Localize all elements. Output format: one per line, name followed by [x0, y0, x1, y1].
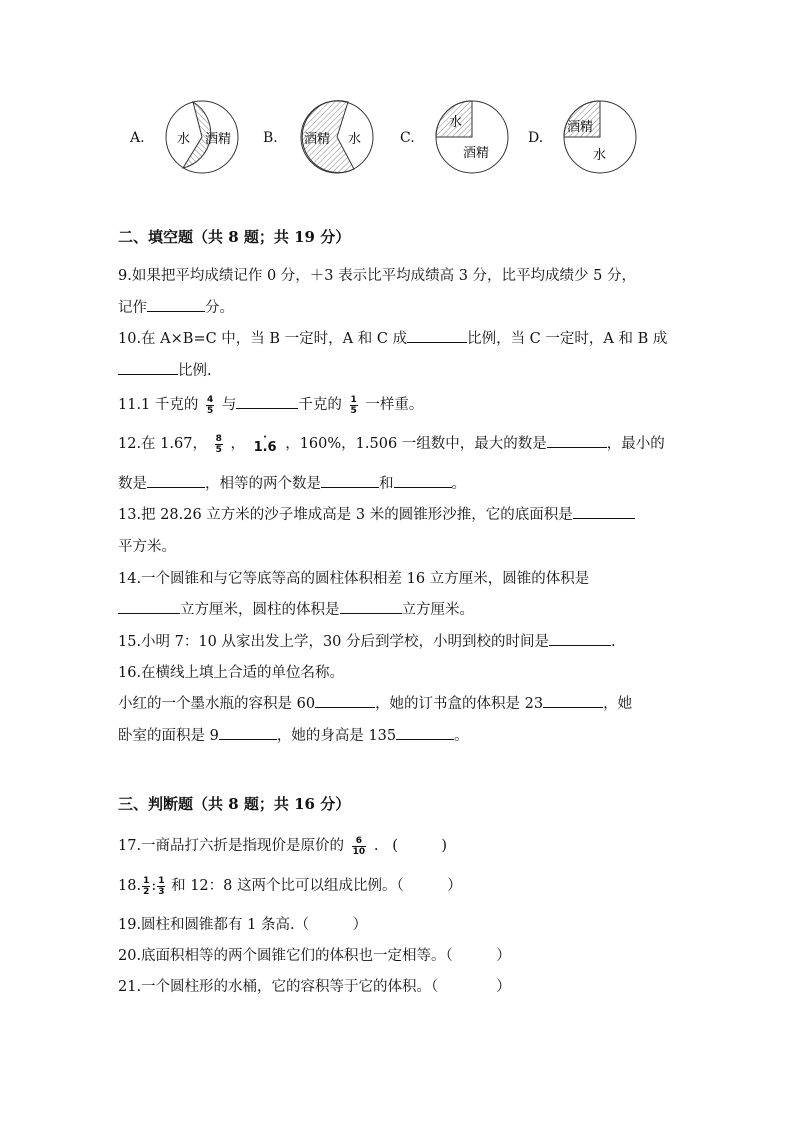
question-16-line-3: 卧室的面积是 9 ，她的身高是 135 。 — [118, 724, 469, 745]
option-c-letter: C. — [400, 130, 415, 146]
option-d-label-2: 水 — [593, 148, 607, 163]
option-a-pie — [163, 99, 241, 175]
question-20: 20.底面积相等的两个圆锥它们的体积也一定相等。（ ） — [118, 948, 511, 964]
fraction: $\frac{4}{5}$ — [207, 394, 214, 416]
question-12-line-2: 数是 ，相等的两个数是 和 。 — [118, 472, 466, 493]
option-a-label-1: 水 — [177, 132, 191, 147]
answer-blank[interactable] — [315, 693, 375, 708]
question-19: 19.圆柱和圆锥都有 1 条高.（ ） — [118, 917, 368, 933]
option-b-letter: B. — [263, 130, 278, 146]
question-18: 18. $\frac{1}{2}$ : $\frac{1}{3}$ 和 12：8 这两个比可以组成比例。（ ） — [118, 875, 462, 897]
question-11: 11.1 千克的 $\frac{4}{5}$ 与 千克的 $\frac{1}{5}$ 一样重。 — [118, 394, 424, 416]
fraction: $\frac{6}{10}$ — [352, 835, 366, 857]
question-13-line-2: 平方米。 — [118, 539, 176, 555]
answer-blank[interactable] — [573, 504, 635, 519]
option-c-pie — [433, 99, 511, 175]
option-d-letter: D. — [528, 130, 544, 146]
answer-blank[interactable] — [549, 631, 611, 646]
question-9-line-1: 9.如果把平均成绩记作 0 分，＋3 表示比平均成绩高 3 分，比平均成绩少 5 分， — [118, 268, 636, 284]
answer-blank[interactable] — [147, 473, 205, 488]
answer-blank[interactable] — [321, 473, 379, 488]
option-b-label-2: 水 — [348, 132, 362, 147]
option-row — [0, 96, 794, 176]
answer-parentheses[interactable]: ( ) — [392, 838, 448, 854]
fraction: $\frac{1}{2}$ — [143, 875, 150, 897]
answer-blank[interactable] — [118, 360, 178, 375]
option-d-label-1: 酒精 — [567, 120, 594, 135]
answer-blank[interactable] — [547, 433, 607, 448]
question-16-line-2: 小红的一个墨水瓶的容积是 60 ，她的订书盒的体积是 23 ，她 — [118, 692, 632, 713]
option-b-label-1: 酒精 — [304, 132, 331, 147]
question-17: 17.一商品打六折是指现价是原价的 $\frac{6}{10}$ . ( ) — [118, 835, 448, 857]
question-15: 15.小明 7：10 从家出发上学，30 分后到学校，小明到校的时间是 . — [118, 630, 616, 651]
question-13-line-1: 13.把 28.26 立方米的沙子堆成高是 3 米的圆锥形沙推，它的底面积是 — [118, 503, 635, 524]
question-12-line-1: 12.在 1.67， $\frac{8}{5}$ ， · 1.6 ，160%，1.506 一组数中，最大的数是 ，最小的 — [118, 432, 665, 455]
fraction: $\frac{8}{5}$ — [215, 433, 222, 455]
answer-blank[interactable] — [407, 328, 467, 343]
fraction: $\frac{1}{5}$ — [350, 394, 357, 416]
question-10-line-1: 10.在 A×B=C 中，当 B 一定时，A 和 C 成 比例，当 C 一定时，A 和 B 成 — [118, 327, 667, 348]
option-c-label-2: 酒精 — [463, 146, 490, 161]
repeating-decimal: · 1.6 — [253, 432, 277, 455]
answer-blank[interactable] — [543, 693, 603, 708]
answer-blank[interactable] — [118, 599, 180, 614]
section-2-title: 二、填空题（共 8 题；共 19 分） — [118, 228, 351, 246]
option-d-pie — [561, 99, 639, 175]
option-a-label-2: 酒精 — [205, 132, 232, 147]
question-21: 21.一个圆柱形的水桶，它的容积等于它的体积。（ ） — [118, 979, 511, 995]
answer-blank[interactable] — [219, 725, 277, 740]
answer-blank[interactable] — [147, 297, 205, 312]
answer-blank[interactable] — [396, 725, 454, 740]
option-a-letter: A. — [130, 130, 145, 146]
question-9-line-2: 记作 分。 — [118, 296, 234, 317]
option-c-label-1: 水 — [449, 115, 463, 130]
fraction: $\frac{1}{3}$ — [158, 875, 165, 897]
section-3-title: 三、判断题（共 8 题；共 16 分） — [118, 795, 351, 813]
option-b-pie — [298, 99, 376, 175]
question-10-line-2: 比例. — [118, 359, 212, 380]
question-16-line-1: 16.在横线上填上合适的单位名称。 — [118, 665, 345, 681]
question-14-line-2: 立方厘米，圆柱的体积是 立方厘米。 — [118, 598, 474, 619]
answer-blank[interactable] — [340, 599, 402, 614]
question-14-line-1: 14.一个圆锥和与它等底等高的圆柱体积相差 16 立方厘米，圆锥的体积是 — [118, 571, 590, 587]
answer-blank[interactable] — [394, 473, 452, 488]
answer-blank[interactable] — [236, 394, 298, 409]
